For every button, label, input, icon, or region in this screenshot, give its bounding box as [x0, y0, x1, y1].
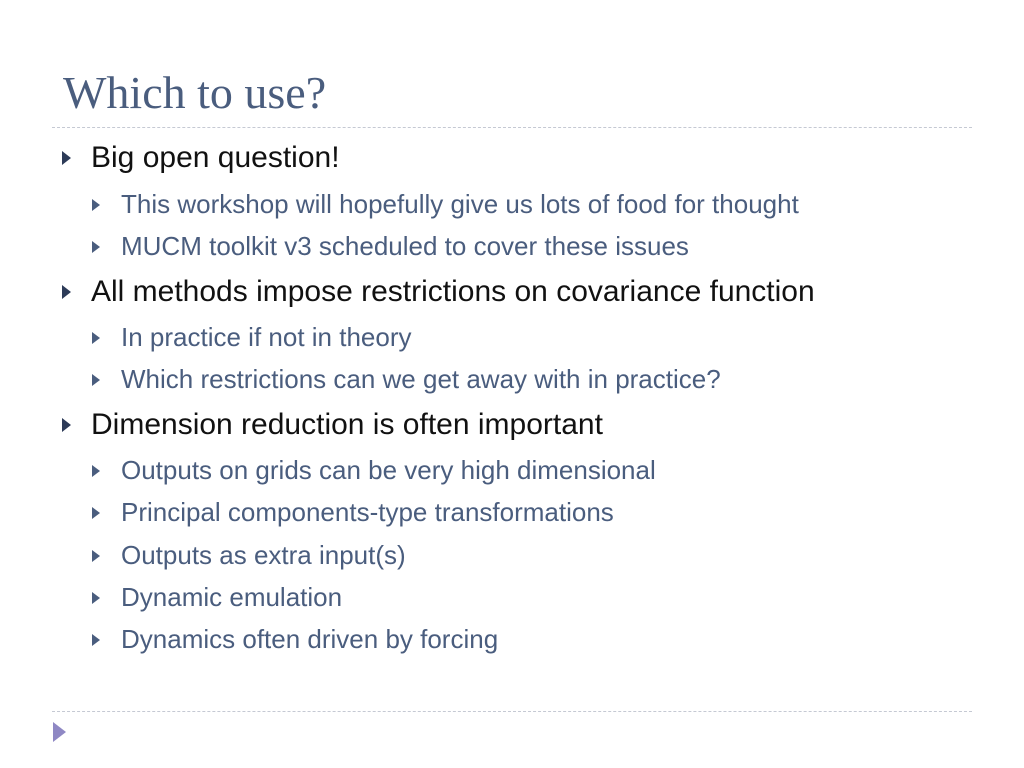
bullet-arrow-icon — [62, 151, 71, 165]
sub-bullet-text: In practice if not in theory — [121, 322, 412, 352]
footer-divider — [52, 711, 972, 712]
sub-bullet-item — [92, 231, 689, 262]
sub-bullet-text: MUCM toolkit v3 scheduled to cover these issues — [121, 231, 689, 261]
sub-bullet-arrow-icon — [92, 199, 100, 211]
bullet-arrow-icon — [62, 418, 71, 432]
bullet-item — [62, 141, 340, 175]
sub-bullet-item — [92, 364, 721, 395]
sub-bullet-arrow-icon — [92, 332, 100, 344]
bullet-text: Dimension reduction is often important — [91, 408, 603, 441]
sub-bullet-item — [92, 582, 342, 613]
sub-bullet-arrow-icon — [92, 550, 100, 562]
sub-bullet-item — [92, 624, 498, 655]
sub-bullet-item — [92, 322, 411, 353]
sub-bullet-text: Principal components-type transformations — [121, 497, 614, 527]
sub-bullet-arrow-icon — [92, 507, 100, 519]
bullet-arrow-icon — [62, 285, 71, 299]
play-triangle-icon[interactable] — [53, 722, 66, 742]
sub-bullet-arrow-icon — [92, 374, 100, 386]
sub-bullet-arrow-icon — [92, 465, 100, 477]
sub-bullet-arrow-icon — [92, 592, 100, 604]
sub-bullet-text: Dynamics often driven by forcing — [121, 624, 499, 654]
bullet-item — [62, 275, 815, 309]
slide-title: Which to use? — [63, 67, 327, 118]
sub-bullet-item — [92, 540, 406, 571]
sub-bullet-item — [92, 189, 799, 220]
sub-bullet-text: Which restrictions can we get away with in practice? — [121, 364, 721, 394]
sub-bullet-arrow-icon — [92, 634, 100, 646]
bullet-item — [62, 408, 603, 442]
bullet-text: All methods impose restrictions on covariance function — [91, 275, 815, 308]
bullet-text: Big open question! — [91, 141, 340, 174]
sub-bullet-text: Outputs as extra input(s) — [121, 540, 406, 570]
sub-bullet-item — [92, 455, 656, 486]
sub-bullet-text: This workshop will hopefully give us lots of food for thought — [121, 189, 799, 219]
sub-bullet-text: Outputs on grids can be very high dimensional — [121, 455, 656, 485]
sub-bullet-arrow-icon — [92, 241, 100, 253]
sub-bullet-text: Dynamic emulation — [121, 582, 343, 612]
sub-bullet-item — [92, 497, 614, 528]
